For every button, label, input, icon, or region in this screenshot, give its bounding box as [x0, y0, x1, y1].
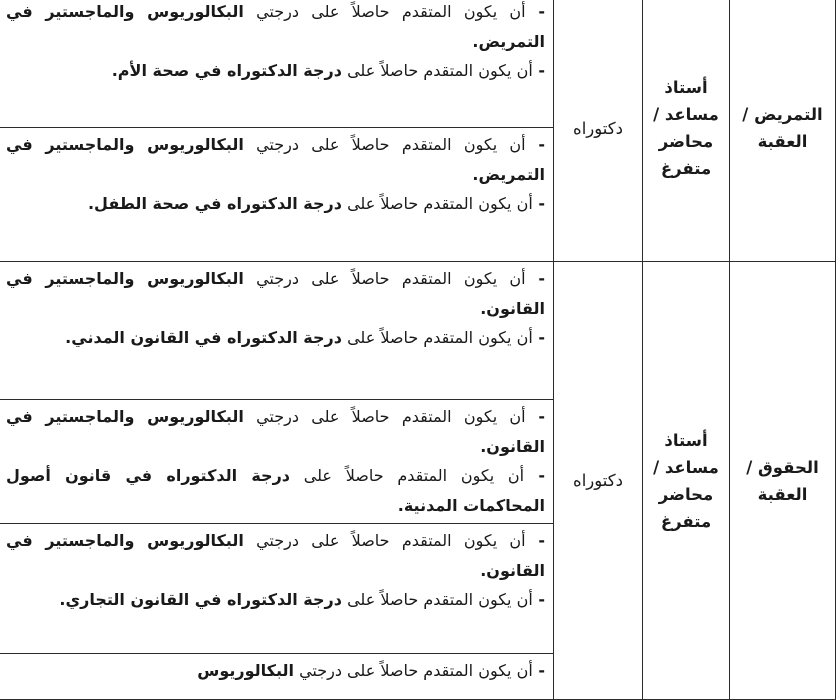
requirement-lead: أن يكون المتقدم حاصلاً على درجتي: [299, 661, 533, 680]
degree-label: دكتوراه: [573, 118, 623, 138]
requirement-line: - أن يكون المتقدم حاصلاً على درجتي البكالوريوس: [197, 661, 545, 680]
requirement-line: - أن يكون المتقدم حاصلاً على درجتي البكالوريوس والماجستير في التمريض.: [6, 2, 545, 51]
table-row: [0, 0, 836, 128]
table-row: [0, 262, 836, 400]
requirement-key: درجة الدكتوراه في القانون المدني.: [65, 328, 342, 347]
requirement-lead: أن يكون المتقدم حاصلاً على درجتي: [256, 407, 526, 426]
degree-cell: [554, 0, 643, 262]
requirements-cell: [0, 262, 554, 400]
requirements-cell: [0, 654, 554, 700]
rank-cell: [643, 262, 730, 700]
degree-cell: [554, 262, 643, 700]
requirement-lead: أن يكون المتقدم حاصلاً على درجتي: [256, 269, 526, 288]
requirement-lead: أن يكون المتقدم حاصلاً على درجتي: [256, 2, 526, 21]
requirement-lead: أن يكون المتقدم حاصلاً على: [347, 590, 533, 609]
requirement-lead: أن يكون المتقدم حاصلاً على درجتي: [256, 531, 526, 550]
requirement-key: البكالوريوس والماجستير في القانون.: [6, 269, 545, 318]
requirement-line: - أن يكون المتقدم حاصلاً على درجتي البكالوريوس والماجستير في التمريض.: [6, 135, 545, 184]
requirement-key: البكالوريوس والماجستير في التمريض.: [6, 2, 545, 51]
rank-cell: [643, 0, 730, 262]
requirement-line: - أن يكون المتقدم حاصلاً على درجة الدكتوراه في قانون أصول المحاكمات المدنية.: [6, 466, 545, 515]
department-cell: [730, 0, 836, 262]
requirement-key: البكالوريوس والماجستير في القانون.: [6, 531, 545, 580]
department-cell: [730, 262, 836, 700]
degree-label: دكتوراه: [573, 471, 623, 490]
requirement-key: درجة الدكتوراه في قانون أصول المحاكمات المدنية.: [6, 466, 545, 515]
rank-label: أستاذ مساعد / محاضر متفرغ: [653, 78, 719, 178]
requirement-key: درجة الدكتوراه في القانون التجاري.: [59, 590, 342, 609]
requirement-lead: أن يكون المتقدم حاصلاً على: [347, 61, 533, 80]
requirement-line: - أن يكون المتقدم حاصلاً على درجتي البكالوريوس والماجستير في القانون.: [6, 269, 545, 318]
requirement-key: البكالوريوس والماجستير في القانون.: [6, 407, 545, 456]
requirement-key: درجة الدكتوراه في صحة الطفل.: [87, 194, 342, 213]
requirements-cell: [0, 0, 554, 128]
department-label: التمريض / العقبة: [742, 105, 823, 151]
requirement-key: البكالوريوس والماجستير في التمريض.: [6, 135, 545, 184]
department-label: الحقوق / العقبة: [746, 457, 819, 504]
requirement-lead: أن يكون المتقدم حاصلاً على: [347, 328, 533, 347]
requirement-key: درجة الدكتوراه في صحة الأم.: [111, 61, 342, 80]
requirement-lead: أن يكون المتقدم حاصلاً على درجتي: [256, 135, 526, 154]
requirement-lead: أن يكون المتقدم حاصلاً على: [347, 194, 533, 213]
requirement-line: - أن يكون المتقدم حاصلاً على درجة الدكتوراه في القانون التجاري.: [59, 590, 545, 609]
requirement-line: - أن يكون المتقدم حاصلاً على درجة الدكتوراه في صحة الطفل.: [87, 194, 545, 213]
requirements-cell: [0, 128, 554, 262]
requirement-line: - أن يكون المتقدم حاصلاً على درجتي البكالوريوس والماجستير في القانون.: [6, 531, 545, 580]
requirement-key: البكالوريوس: [197, 661, 294, 680]
requirements-cell: [0, 400, 554, 524]
requirement-line: - أن يكون المتقدم حاصلاً على درجة الدكتوراه في صحة الأم.: [111, 61, 545, 80]
requirement-lead: أن يكون المتقدم حاصلاً على: [303, 466, 525, 485]
requirements-cell: [0, 524, 554, 654]
requirement-line: - أن يكون المتقدم حاصلاً على درجة الدكتوراه في القانون المدني.: [65, 328, 545, 347]
requirement-line: - أن يكون المتقدم حاصلاً على درجتي البكالوريوس والماجستير في القانون.: [6, 407, 545, 456]
rank-label: أستاذ مساعد / محاضر متفرغ: [653, 430, 719, 531]
